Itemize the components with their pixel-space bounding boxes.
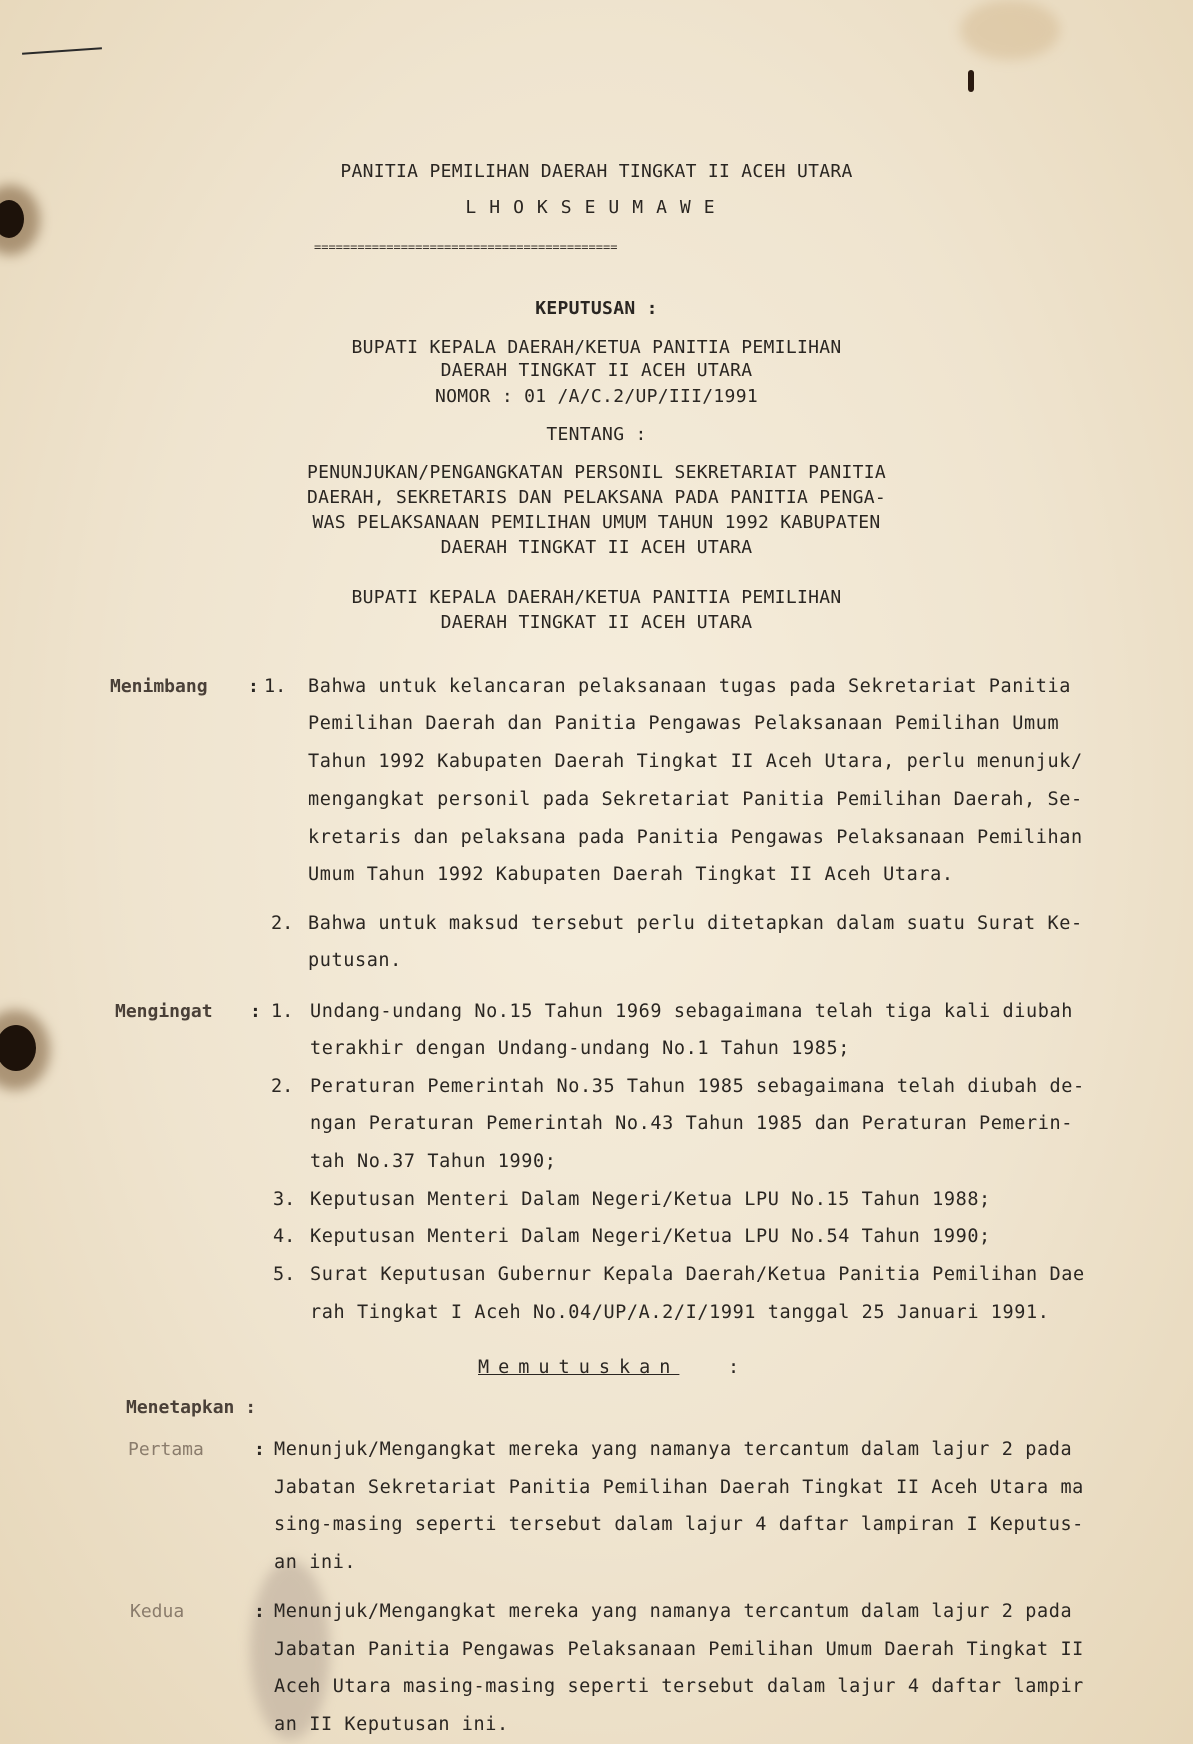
- memutuskan-heading: Memutuskan: [478, 1357, 680, 1378]
- body-line: Umum Tahun 1992 Kabupaten Daerah Tingkat II Aceh Utara.: [308, 864, 954, 885]
- body-line: Keputusan Menteri Dalam Negeri/Ketua LPU No.15 Tahun 1988;: [310, 1189, 991, 1210]
- subject-line: PENUNJUKAN/PENGANGKATAN PERSONIL SEKRETARIAT PANITIA: [306, 462, 887, 483]
- item-number: 5.: [273, 1264, 296, 1285]
- body-line: Bahwa untuk maksud tersebut perlu ditetapkan dalam suatu Surat Ke-: [308, 913, 1083, 934]
- body-line: Aceh Utara masing-masing seperti tersebut dalam lajur 4 daftar lampir: [274, 1676, 1084, 1697]
- body-line: Jabatan Sekretariat Panitia Pemilihan Daerah Tingkat II Aceh Utara ma: [274, 1477, 1084, 1498]
- menetapkan-label: Menetapkan :: [126, 1397, 257, 1418]
- item-number: 1.: [271, 1001, 294, 1022]
- item-number: 4.: [273, 1226, 296, 1247]
- body-line: Menunjuk/Mengangkat mereka yang namanya tercantum dalam lajur 2 pada: [274, 1439, 1073, 1460]
- body-line: Undang-undang No.15 Tahun 1969 sebagaimana telah tiga kali diubah: [310, 1001, 1073, 1022]
- body-line: Keputusan Menteri Dalam Negeri/Ketua LPU No.54 Tahun 1990;: [310, 1226, 991, 1247]
- body-line: kretaris dan pelaksana pada Panitia Pengawas Pelaksanaan Pemilihan: [308, 827, 1083, 848]
- subject-line: WAS PELAKSANAAN PEMILIHAN UMUM TAHUN 1992 KABUPATEN: [312, 512, 881, 533]
- body-line: ngan Peraturan Pemerintah No.43 Tahun 1985 dan Peraturan Pemerin-: [310, 1113, 1073, 1134]
- decree-title: KEPUTUSAN :: [535, 298, 658, 319]
- kedua-label: Kedua: [130, 1601, 185, 1622]
- item-number: 2.: [271, 913, 294, 934]
- mengingat-label: Mengingat: [115, 1001, 213, 1022]
- body-line: Jabatan Panitia Pengawas Pelaksanaan Pemilihan Umum Daerah Tingkat II: [274, 1639, 1084, 1660]
- body-line: Bahwa untuk kelancaran pelaksanaan tugas pada Sekretariat Panitia: [308, 676, 1071, 697]
- body-line: sing-masing seperti tersebut dalam lajur 4 daftar lampiran I Keputus-: [274, 1514, 1084, 1535]
- body-line: an ini.: [274, 1552, 357, 1573]
- decree-number: NOMOR : 01 /A/C.2/UP/III/1991: [435, 386, 758, 407]
- item-number: 3.: [273, 1189, 296, 1210]
- section-colon: :: [248, 676, 259, 697]
- body-line: Peraturan Pemerintah No.35 Tahun 1985 sebagaimana telah diubah de-: [310, 1076, 1085, 1097]
- issuer-line-2: DAERAH TINGKAT II ACEH UTARA: [440, 360, 753, 381]
- body-line: putusan.: [308, 950, 402, 971]
- pertama-label: Pertama: [128, 1439, 204, 1460]
- item-number: 1.: [264, 676, 287, 697]
- pen-stroke: [22, 47, 102, 55]
- official-line-2: DAERAH TINGKAT II ACEH UTARA: [440, 612, 753, 633]
- header-rule: ==========================================: [314, 240, 618, 254]
- section-colon: :: [254, 1439, 265, 1460]
- body-line: rah Tingkat I Aceh No.04/UP/A.2/I/1991 tanggal 25 Januari 1991.: [310, 1302, 1050, 1323]
- body-line: Surat Keputusan Gubernur Kepala Daerah/Ketua Panitia Pemilihan Dae: [310, 1264, 1085, 1285]
- body-line: terakhir dengan Undang-undang No.1 Tahun 1985;: [310, 1038, 850, 1059]
- body-line: Menunjuk/Mengangkat mereka yang namanya tercantum dalam lajur 2 pada: [274, 1601, 1073, 1622]
- body-line: tah No.37 Tahun 1990;: [310, 1151, 557, 1172]
- ink-mark: [968, 70, 974, 92]
- city-name: LHOKSEUMAWE: [465, 197, 728, 218]
- body-line: Pemilihan Daerah dan Panitia Pengawas Pelaksanaan Pemilihan Umum: [308, 713, 1060, 734]
- subject-line: DAERAH TINGKAT II ACEH UTARA: [440, 537, 753, 558]
- memutuskan-colon: :: [728, 1357, 740, 1378]
- body-line: an II Keputusan ini.: [274, 1714, 509, 1735]
- issuer-line-1: BUPATI KEPALA DAERAH/KETUA PANITIA PEMILIHAN: [351, 337, 842, 358]
- section-colon: :: [254, 1601, 265, 1622]
- committee-name: PANITIA PEMILIHAN DAERAH TINGKAT II ACEH UTARA: [340, 161, 853, 182]
- tentang-label: TENTANG :: [546, 424, 647, 445]
- section-colon: :: [250, 1001, 261, 1022]
- body-line: Tahun 1992 Kabupaten Daerah Tingkat II Aceh Utara, perlu menunjuk/: [308, 751, 1083, 772]
- menimbang-label: Menimbang: [110, 676, 208, 697]
- subject-line: DAERAH, SEKRETARIS DAN PELAKSANA PADA PANITIA PENGA-: [306, 487, 887, 508]
- stain-decoration: [960, 0, 1060, 60]
- body-line: mengangkat personil pada Sekretariat Panitia Pemilihan Daerah, Se-: [308, 789, 1083, 810]
- official-line-1: BUPATI KEPALA DAERAH/KETUA PANITIA PEMILIHAN: [351, 587, 842, 608]
- item-number: 2.: [271, 1076, 294, 1097]
